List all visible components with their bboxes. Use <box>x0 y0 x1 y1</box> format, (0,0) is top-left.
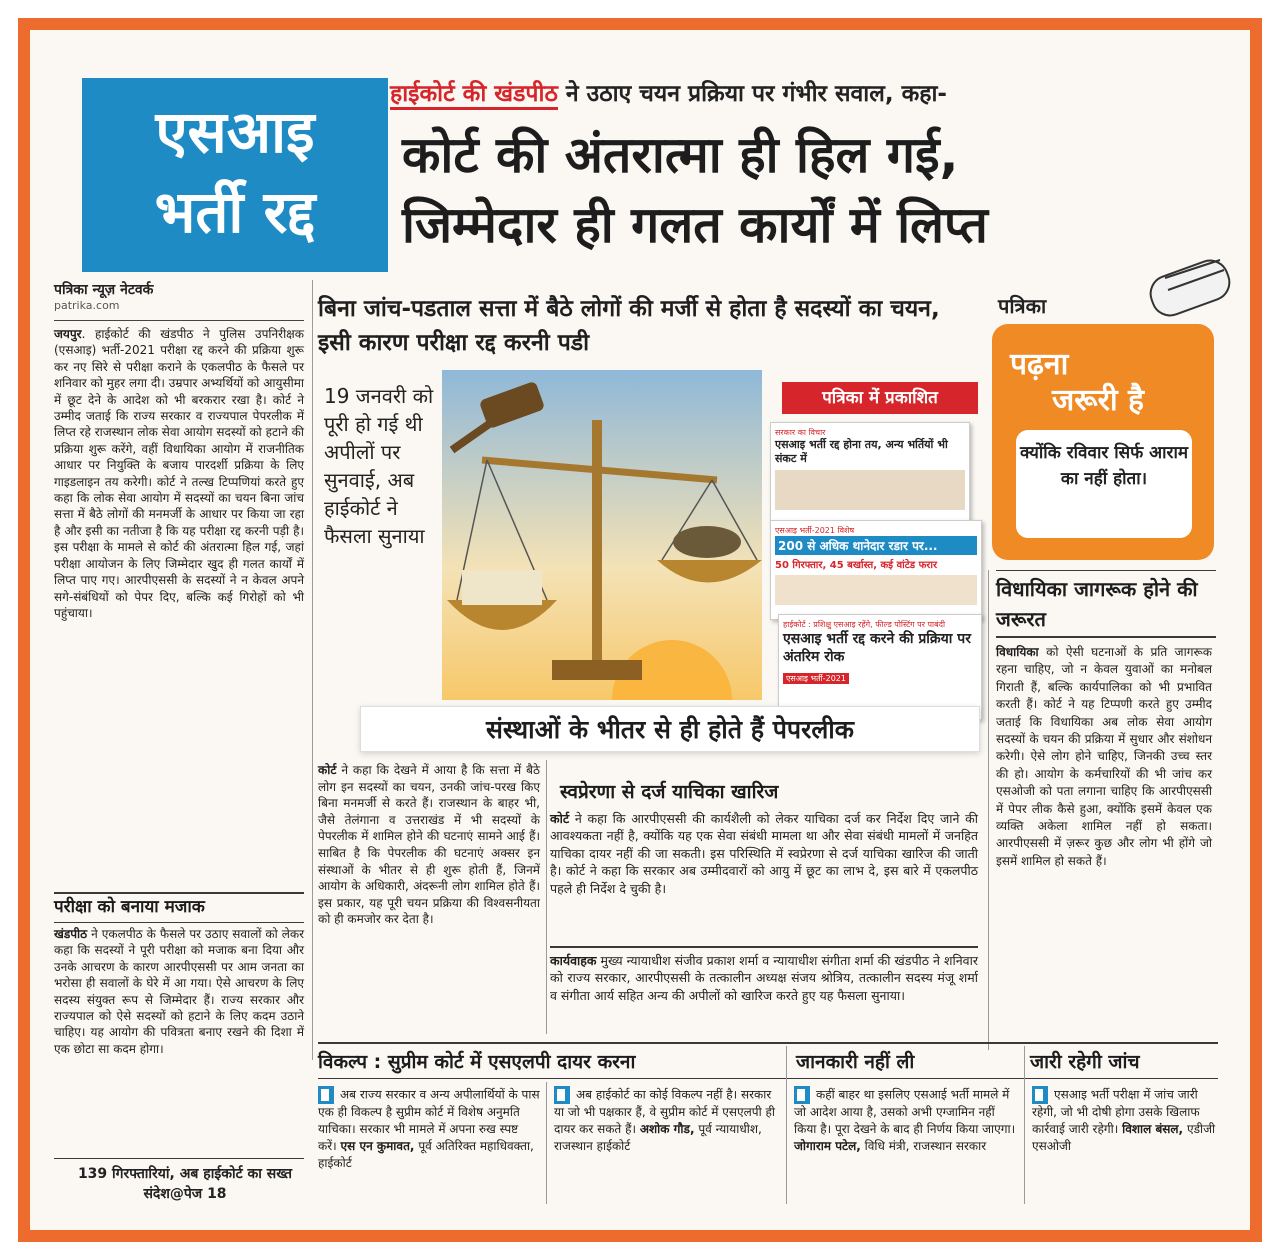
sidebar-title-line1: एसआइ <box>155 98 315 166</box>
q1-name: एस एन कुमावत, <box>340 1139 415 1153</box>
q3-role: विधि मंत्री, राजस्थान सरकार <box>864 1139 987 1153</box>
justice-illustration <box>442 370 762 700</box>
left-sub-text: ने एकलपीठ के फैसले पर उठाए सवालों को लेकर कहा कि सदस्यों ने पूरी परीक्षा को मजाक बना दिया और उनके आचरण के कारण आरपीएससी पर आम जनता का भरोसा ही सवालों के घेरे में आ गया। ऐसे आचरण के लिए सदस्य संयुक्त रूप से जिम्मेदार हैं। राज्य सरकार और राज्यपाल को ऐसे सदस्यों को हटाने के लिए कदम उठाने चाहिए। यह आयोग की पवित्रता बनाए रखने की दिशा में एक छोटा सा कदम होगा। <box>54 927 304 1056</box>
right-head-rule2 <box>996 636 1216 638</box>
sidebar-title-line2: भर्ती रद्द <box>154 178 316 246</box>
clipping-2-sub: 50 गिरफ्तार, 45 बर्खास्त, कई वांटेड फरार <box>775 560 938 571</box>
headline <box>402 120 1252 260</box>
headline-line1: कोर्ट की अंतरात्मा ही हिल गई, <box>402 126 959 184</box>
q4-head: जारी रहेगी जांच <box>1030 1051 1140 1073</box>
right-story-head: विधायिका जागरूक होने की जरूरत <box>996 577 1198 631</box>
scale-pillar <box>592 420 602 670</box>
left-column-divider <box>312 280 313 1060</box>
clipping-2-top: एसआइ भर्ती-2021 विशेष <box>775 526 855 535</box>
q1-body: अब राज्य सरकार व अन्य अपीलार्थियों के पास एक ही विकल्प है सुप्रीम कोर्ट में विशेष अनुमति याचिका। सरकार भी मामले में अपना रुख स्पष्ट करें। <box>318 1087 540 1153</box>
quote-2 <box>554 1086 776 1155</box>
promo-line2: जरूरी है <box>1052 383 1144 418</box>
vikalp-head: विकल्प : सुप्रीम कोर्ट में एसएलपी दायर करना <box>318 1051 636 1073</box>
illustration-caption: 19 जनवरी को पूरी हो गई थी अपीलों पर सुनवाई, अब हाईकोर्ट ने फैसला सुनाया <box>324 384 434 548</box>
bottom-strip-rule <box>318 1042 1218 1044</box>
byline-name: पत्रिका न्यूज़ नेटवर्क <box>54 282 154 298</box>
promo-bubble: क्योंकि रविवार सिर्फ आराम का नहीं होता। <box>1016 430 1192 538</box>
bottom-divider-2 <box>786 1046 787 1204</box>
quote-icon <box>318 1086 334 1104</box>
right-column-divider <box>988 570 989 1050</box>
clipping-1-photo <box>775 470 965 510</box>
mid-right-text2: मुख्य न्यायाधीश संजीव प्रकाश शर्मा व न्यायाधीश संगीता शर्मा की खंडपीठ ने शनिवार को राज्य सरकार, आरपीएससी के तत्कालीन अध्यक्ष संजय श्रोत्रिय, तत्कालीन सदस्य मंजू शर्मा व संगीता आर्य सहित अन्य की अपीलों को खारिज करते हुए यह फैसला सुनाया। <box>550 953 978 1003</box>
scale-illustration <box>442 370 762 700</box>
kicker <box>390 76 1250 108</box>
bottom-divider-1 <box>546 1082 547 1204</box>
byline <box>54 280 304 312</box>
quote-4 <box>1032 1086 1218 1155</box>
mid-right-head: स्वप्रेरणा से दर्ज याचिका खारिज <box>560 781 779 803</box>
q2-name: अशोक गौड, <box>639 1122 695 1136</box>
quote-3 <box>794 1086 1018 1155</box>
clipping-3-top: हाईकोर्ट : प्रशिक्षु एसआइ रहेंगे, फील्ड पोस्टिंग पर पाबंदी <box>783 620 946 629</box>
mid-left-body <box>318 762 540 928</box>
banner: संस्थाओं के भीतर से ही होते हैं पेपरलीक <box>360 706 980 752</box>
clipping-1 <box>770 422 970 522</box>
left-refer: 139 गिरफ्तारियां, अब हाईकोर्ट का सख्त संदेश@पेज 18 <box>77 1166 293 1202</box>
left-body: . हाईकोर्ट की खंडपीठ ने पुलिस उपनिरीक्षक (एसआइ) भर्ती-2021 परीक्षा रद्द करने की प्रक्रिया शुरू कर नए सिरे से परीक्षा कराने के एकलपीठ के फैसले पर शनिवार को मुहर लगा दी। उम्रपार अभ्यर्थियों को आयुसीमा में छूट देने के आदेश को भी बरकरार रखा है। कोर्ट ने उम्मीद जताई कि राज्य सरकार व राज्यपाल पेपरलीक में लिप्त रहे राजस्थान लोक सेवा आयोग सदस्यों को हटाने की प्रक्रिया शुरू करेंगे, वहीं विधायिका आयोग में राजनीतिक आधार पर नियुक्ति के बजाय पारदर्शी प्रक्रिया के लिए गाइडलाइन तय करेगी। कोर्ट ने तल्ख टिप्पणियां करते हुए कहा कि लोक सेवा आयोग में सदस्यों का चयन बिना जांच सत्ता में बैठे लोगों की मनमर्जी के आधार पर किया जा रहा है और इसी का नतीजा है कि यह परीक्षा रद्द करनी पड़ी है। इस परीक्षा के मामले से कोर्ट की अंतरात्मा हिल गई, जहां परीक्षा आयोजन के लिए जिम्मेदार खुद ही गलत कार्यों में लिप्त पाए गए। आरपीएससी के सदस्यों ने न केवल अपने सगे-संबंधियों को पेपर दिए, बल्कि कई गिरोहों को भी पहुंचाया। <box>54 327 304 620</box>
bottom-divider-3 <box>1024 1046 1025 1204</box>
left-subhead: परीक्षा को बनाया मजाक <box>54 897 205 917</box>
clipping-3-head: एसआइ भर्ती रद्द करने की प्रक्रिया पर अंतरिम रोक <box>783 631 971 665</box>
sidebar-title-box <box>82 78 388 272</box>
q3-body: कहीं बाहर था इसलिए एसआई भर्ती मामले में जो आदेश आया है, उसको अभी एग्जामिन नहीं किया है। पूरा देखने के बाद ही निर्णय किया जाएगा। <box>794 1087 1016 1136</box>
mid-right-body <box>550 810 978 897</box>
mid-left-text: ने कहा कि देखने में आया है कि सत्ता में बैठे लोग इन सदस्यों का चयन, उनकी जांच-परख किए बिना मनमर्जी से करते हैं। राजस्थान के बाहर भी, जैसे तेलंगाना व उत्तराखंड में भी सदस्यों के पेपरलीक में शामिल होने की घटनाएं सामने आई हैं। साबित है कि पेपरलीक की घटनाएं अक्सर इन संस्थाओं के भीतर से ही शुरू होती हैं, जिनमें आयोग के अधिकारी, अंदरूनी लोग शामिल होते हैं। इस प्रकार, यह पूरी चयन प्रक्रिया की विश्वसनीयता को ही कमजोर कर देता है। <box>318 763 540 927</box>
q3-name: जोगाराम पटेल, <box>794 1139 861 1153</box>
quote-icon <box>794 1086 810 1104</box>
clipping-2 <box>770 520 982 620</box>
q4-body: एसआइ भर्ती परीक्षा में जांच जारी रहेगी, जो भी दोषी होगा उसके खिलाफ कार्रवाई जारी रहेगी। <box>1032 1087 1200 1136</box>
clipping-1-head: एसआइ भर्ती रद्द होना तय, अन्य भर्तियों भी संकट में <box>775 438 948 465</box>
clipping-2-head: 200 से अधिक थानेदार रडार पर... <box>775 536 977 555</box>
byline-site: patrika.com <box>54 299 120 312</box>
left-subhead-rule2 <box>54 922 304 923</box>
promo-box <box>992 324 1214 560</box>
mid-column-divider <box>546 760 547 1034</box>
q4-name: विशाल बंसल, <box>1122 1122 1184 1136</box>
right-text: को ऐसी घटनाओं के प्रति जागरूक रहना चाहिए, जो न केवल युवाओं का मनोबल गिराती हैं, बल्कि कार्यपालिका को भी प्रभावित करती हैं। कोर्ट ने यह टिप्पणी करते हुए उम्मीद जताई कि विधायिका अब लोक सेवा आयोग सदस्यों के चयन की प्रक्रिया में सुधार और संशोधन करेगी। ऐसे लोग होने चाहिए, जिनकी उच्च स्तर की हो। आयोग के कर्मचारियों की भी जांच कर एसओजी को पता लगाना चाहिए कि आरपीएससी में पेपर लीक कैसे हुआ, क्योंकि इसमें केवल एक व्यक्ति अकेला शामिल नहीं हो सकता। आरपीएससी में ज़रूर कुछ और लोग भी होंगे जो इसमें शामिल हो सकते हैं। <box>996 645 1212 868</box>
deck: बिना जांच-पडताल सत्ता में बैठे लोगों की मर्जी से होता है सदस्यों का चयन, इसी कारण परीक्षा रद्द करनी पडी <box>318 296 940 356</box>
headline-line2: जिम्मेदार ही गलत कार्यों में लिप्त <box>402 196 988 254</box>
bottom-head-rule <box>318 1078 1218 1079</box>
mid-right-lead: कोर्ट <box>550 811 570 826</box>
q2-role: पूर्व न्यायाधीश, राजस्थान हाईकोर्ट <box>554 1122 762 1153</box>
page-frame <box>18 18 1262 1242</box>
left-refer-rule <box>54 1158 304 1159</box>
left-story-body <box>54 326 304 621</box>
q4-role: एडीजी एसओजी <box>1032 1122 1216 1153</box>
promo-line1: पढ़ना <box>1010 347 1069 382</box>
mid-right-body2 <box>550 952 978 1004</box>
quote-1 <box>318 1086 540 1172</box>
left-dateline: जयपुर <box>54 327 82 341</box>
clipping-2-photos <box>775 575 977 605</box>
published-tag: पत्रिका में प्रकाशित <box>782 382 978 414</box>
q2-body: अब हाईकोर्ट का कोई विकल्प नहीं है। सरकार या जो भी पक्षकार हैं, वे सुप्रीम कोर्ट में एसएलपी ही दायर कर सकते हैं। <box>554 1087 775 1136</box>
mid-left-lead: कोर्ट <box>318 763 337 777</box>
newspaper-icon <box>1140 248 1240 328</box>
right-lead: विधायिका <box>996 645 1039 659</box>
rolled-paper-icon <box>1140 248 1240 328</box>
promo-brand: पत्रिका <box>998 294 1047 318</box>
mid-right-lead2: कार्यवाहक <box>550 953 597 968</box>
byline-rule <box>54 320 304 321</box>
clipping-1-top: सरकार का विचार <box>775 428 826 437</box>
kicker-red: हाईकोर्ट की खंडपीठ <box>390 81 558 110</box>
right-head-rule <box>996 570 1216 571</box>
q3-head: जानकारी नहीं ली <box>796 1051 915 1073</box>
kicker-rest: ने उठाए चयन प्रक्रिया पर गंभीर सवाल, कहा- <box>565 81 947 107</box>
clipping-3-tag: एसआइ भर्ती-2021 <box>783 673 849 684</box>
mid-right-text: ने कहा कि आरपीएससी की कार्यशैली को लेकर याचिका दर्ज कर निर्देश दिए जाने की आवश्यकता नहीं है, क्योंकि यह एक सेवा संबंधी मामला था और सेवा संबंधी मामलों में जनहित याचिका दायर नहीं की जा सकती। इस परिस्थिति में स्वप्रेरणा से दर्ज याचिका खारिज की जाती है। कोर्ट ने कहा कि सरकार अब उम्मीदवारों को आयु में छूट का लाभ दे, इस बारे में एकलपीठ पहले ही निर्देश दे चुकी है। <box>550 811 978 896</box>
left-sub-body <box>54 926 304 1057</box>
right-story-body <box>996 644 1212 870</box>
left-sub-lead: खंडपीठ <box>54 927 88 941</box>
quote-icon <box>554 1086 570 1104</box>
q1-role: पूर्व अतिरिक्त महाधिवक्ता, हाईकोर्ट <box>318 1139 534 1170</box>
mid-right-rule <box>550 946 978 948</box>
quote-icon <box>1032 1086 1048 1104</box>
clipping-3 <box>778 614 982 720</box>
police-cap <box>673 526 741 558</box>
